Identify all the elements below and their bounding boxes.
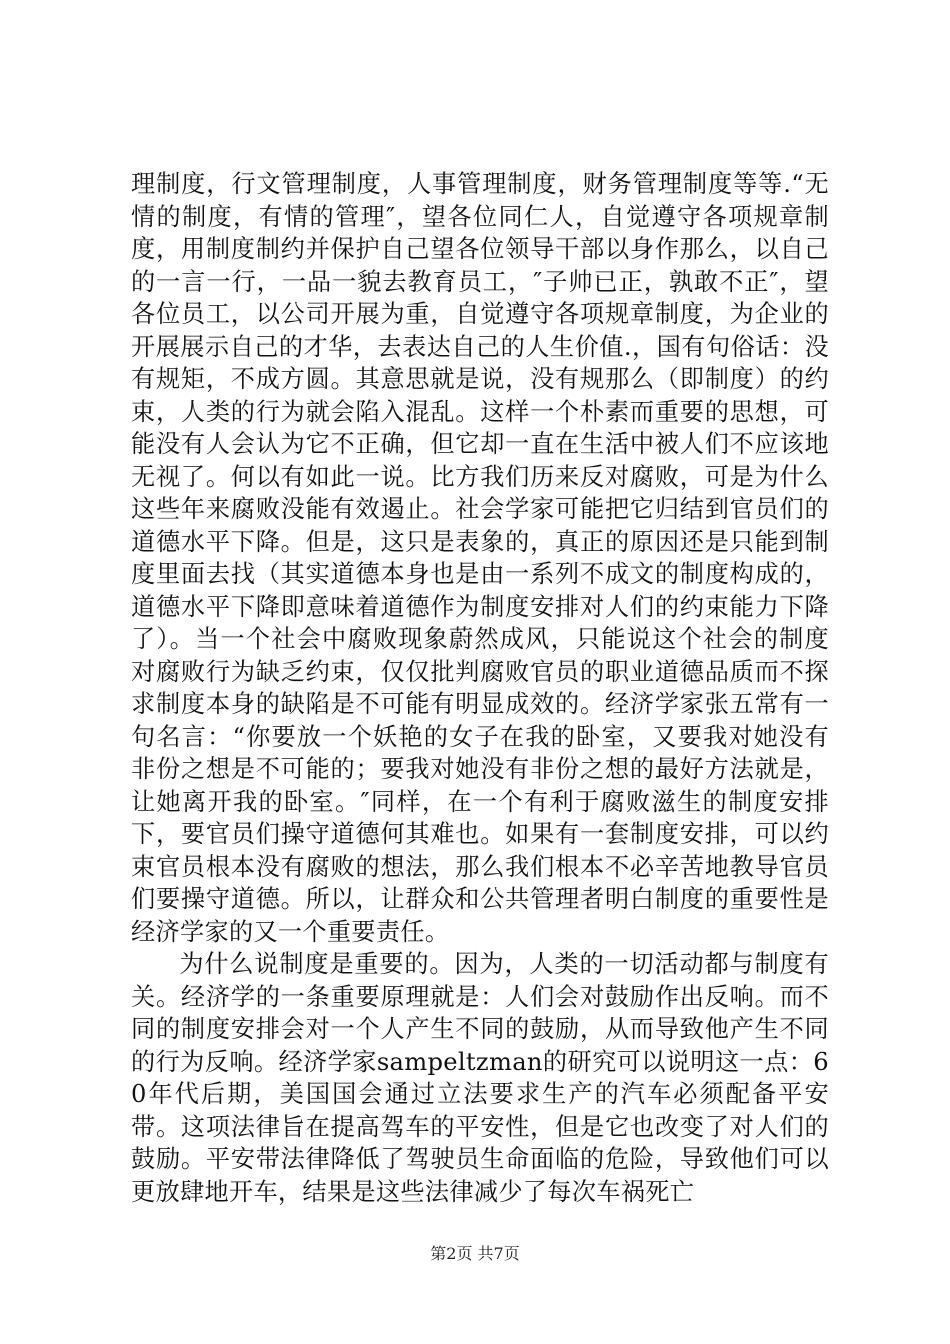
page-footer: 第2页 共7页 <box>430 1244 520 1263</box>
document-body <box>131 168 829 1208</box>
paragraph-1: 理制度，行文管理制度，人事管理制度，财务管理制度等等.“无情的制度，有情的管理″，望各位同仁人，自觉遵守各项规章制度，用制度制约并保护自己望各位领导干部以身作那么，以自己的一言一行，一品一貌去教育员工，″子帅已正，孰敢不正″，望各位员工，以公司开展为重，自觉遵守各项规章制度，为企业的开展展示自己的才华，去表达自己的人生价值.，国有句俗话：没有规矩，不成方圆。其意思就是说，没有规那么（即制度）的约束，人类的行为就会陷入混乱。这样一个朴素而重要的思想，可能没有人会认为它不正确，但它却一直在生活中被人们不应该地无视了。何以有如此一说。比方我们历来反对腐败，可是为什么这些年来腐败没能有效遏止。社会学家可能把它归结到官员们的道德水平下降。但是，这只是表象的，真正的原因还是只能到制度里面去找（其实道德本身也是由一系列不成文的制度构成的，道德水平下降即意味着道德作为制度安排对人们的约束能力下降了）。当一个社会中腐败现象蔚然成风，只能说这个社会的制度对腐败行为缺乏约束，仅仅批判腐败官员的职业道德品质而不探求制度本身的缺陷是不可能有明显成效的。经济学家张五常有一句名言：“你要放一个妖艳的女子在我的卧室，又要我对她没有非份之想是不可能的；要我对她没有非份之想的最好方法就是，让她离开我的卧室。″同样，在一个有利于腐败滋生的制度安排下，要官员们操守道德何其难也。如果有一套制度安排，可以约束官员根本没有腐败的想法，那么我们根本不必辛苦地教导官员们要操守道德。所以，让群众和公共管理者明白制度的重要性是经济学家的又一个重要责任。 <box>131 170 829 946</box>
paragraph-2: 为什么说制度是重要的。因为，人类的一切活动都与制度有关。经济学的一条重要原理就是：人们会对鼓励作出反响。而不同的制度安排会对一个人产生不同的鼓励，从而导致他产生不同的行为反响。经济学家sampeltzman的研究可以说明这一点：60年代后期，美国国会通过立法要求生产的汽车必须配备平安带。这项法律旨在提高驾车的平安性，但是它也改变了对人们的鼓励。平安带法律降低了驾驶员生命面临的危险，导致他们可以更放肆地开车，结果是这些法律减少了每次车祸死亡 <box>131 950 829 1206</box>
